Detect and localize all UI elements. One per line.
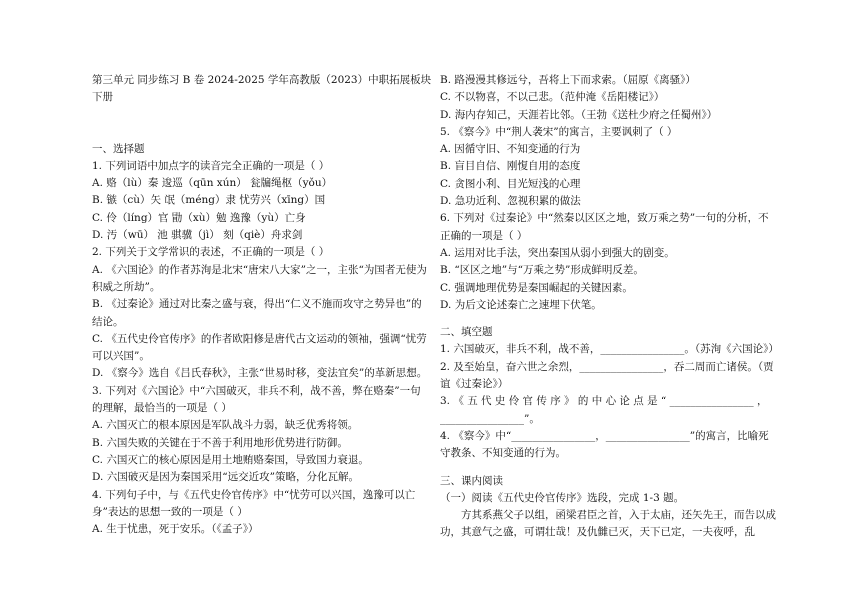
text-line: A. 六国灭亡的根本原因是军队战斗力弱，缺乏优秀将领。 <box>92 419 359 432</box>
text-line: 第三单元 同步练习 B 卷 2024-2025 学年高教版（2023）中职拓展板块 <box>92 74 432 86</box>
section-gap <box>440 463 776 473</box>
text-line: D. 《察今》选自《吕氏春秋》，主张“世易时移，变法宜矣”的革新思想。 <box>92 367 428 380</box>
text-line: 2. 下列关于文学常识的表述，不正确的一项是（ ） <box>92 246 330 259</box>
blank-line <box>92 124 428 141</box>
text-line: D. 海内存知己，天涯若比邻。（王勃《送杜少府之任蜀州》） <box>440 108 718 121</box>
text-line: 4. 下列句子中，与《五代史伶官传序》中“忧劳可以兴国，逸豫可以亡身”表达的思想一致的一项是（ ） <box>92 488 416 518</box>
text-line: C. 贪图小利、目光短浅的心理 <box>440 177 581 190</box>
text-line: 三、课内阅读 <box>440 474 503 487</box>
text-line: C. 强调地理优势是秦国崛起的关键因素。 <box>440 281 633 294</box>
text-line: D. 六国破灭是因为秦国采用“远交近攻”策略，分化瓦解。 <box>92 471 359 484</box>
text-line: D. 急功近利、忽视积累的做法 <box>440 195 581 208</box>
right-column <box>440 72 779 542</box>
blank-line <box>92 107 428 124</box>
text-line: 1. 六国破灭，非兵不利，战不善，________________。（苏洵《六国论》） <box>440 343 779 356</box>
text-line: A. 赂（lù）秦 逡巡（qūn xún） 瓮牖绳枢（yǒu） <box>92 177 333 190</box>
text-line: B. 六国失败的关键在于不善于利用地形优势进行防御。 <box>92 436 348 449</box>
text-line: 二、填空题 <box>440 326 493 339</box>
text-line: 方其系燕父子以组，函梁君臣之首，入于太庙，还矢先王，而告以成功，其意气之盛，可谓壮哉！及仇雠已灭，天下已定，一夫夜呼，乱 <box>440 509 776 539</box>
text-line: 3. 下列对《六国论》中“六国破灭，非兵不利，战不善，弊在赂秦”一句的理解，最恰当的一项是（ ） <box>92 384 421 415</box>
text-line: A. 因循守旧、不知变通的行为 <box>440 143 581 156</box>
text-line: B. 镞（cù）矢 氓（méng）隶 忧劳兴（xīng）国 <box>92 194 326 207</box>
text-line: 3. 《 五 代 史 伶 官 传 序 》 的 中 心 论 点 是 “ ________________ ，________________”。 <box>440 395 768 425</box>
text-line: 下册 <box>92 91 113 104</box>
text-line: B. 《过秦论》通过对比秦之盛与衰，得出“仁义不施而攻守之势异也”的结论。 <box>92 298 422 328</box>
text-line: 2. 及至始皇，奋六世之余烈，________________，吞二周而亡诸侯。（贾谊《过秦论》） <box>440 360 774 391</box>
text-line: B. “区区之地”与“万乘之势”形成鲜明反差。 <box>440 264 644 277</box>
text-line: A. 生于忧患，死于安乐。（《孟子》） <box>92 523 259 536</box>
text-line: 一、选择题 <box>92 142 145 155</box>
text-line: D. 汚（wū） 池 骐骥（jì） 刻（qiè）舟求剑 <box>92 229 303 242</box>
text-line: C. 六国灭亡的核心原因是用土地贿赂秦国，导致国力衰退。 <box>92 453 369 466</box>
text-line: 1. 下列词语中加点字的读音完全正确的一项是（ ） <box>92 159 330 172</box>
text-line: A. 运用对比手法，突出秦国从弱小到强大的剧变。 <box>440 246 675 259</box>
left-column <box>92 72 432 538</box>
section-gap <box>440 314 776 324</box>
text-line: （一）阅读《五代史伶官传序》选段，完成 1-3 题。 <box>440 491 685 504</box>
text-line: A. 《六国论》的作者苏洵是北宋“唐宋八大家”之一，主张“为国者无使为积威之所劫”。 <box>92 263 427 293</box>
text-line: 4. 《察今》中“________________，________________”的寓言，比喻死守教条、不知变通的行为。 <box>440 429 769 460</box>
text-line: C. 不以物喜，不以己悲。（范仲淹《岳阳楼记》） <box>440 91 665 104</box>
text-line: B. 路漫漫其修远兮，吾将上下而求索。（屈原《离骚》） <box>440 74 696 86</box>
text-line: B. 盲目自信、刚愎自用的态度 <box>440 160 581 173</box>
text-line: C. 伶（líng）官 勖（xù）勉 逸豫（yù）亡身 <box>92 211 306 224</box>
text-line: 5. 《察今》中“荆人袭宋”的寓言，主要讽刺了（ ） <box>440 125 678 138</box>
text-line: D. 为后文论述秦亡之速埋下伏笔。 <box>440 298 602 311</box>
text-line: C. 《五代史伶官传序》的作者欧阳修是唐代古文运动的领袖，强调“忧劳可以兴国”。 <box>92 332 427 363</box>
text-line: 6. 下列对《过秦论》中“然秦以区区之地，致万乘之势”一句的分析，不正确的一项是（ ） <box>440 212 769 242</box>
